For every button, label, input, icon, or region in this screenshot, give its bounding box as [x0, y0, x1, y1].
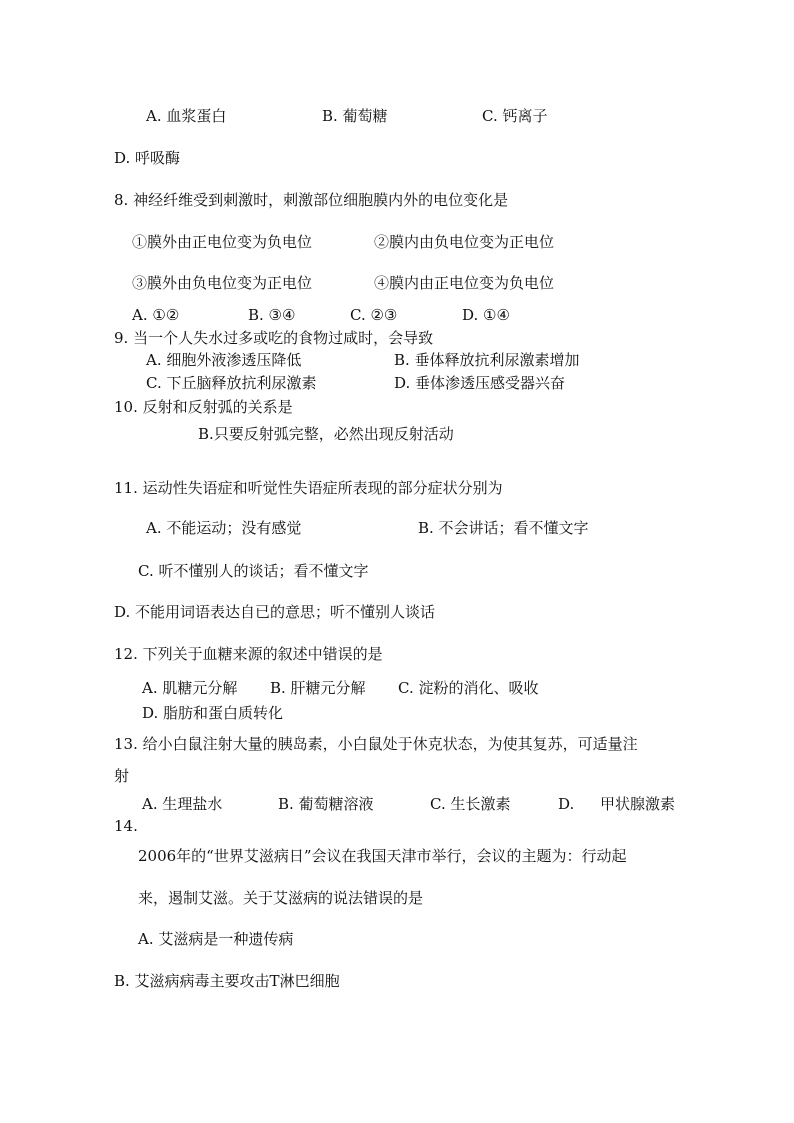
q8-option-a: A. ①②	[132, 306, 180, 324]
q10-option-b: B.只要反射弧完整，必然出现反射活动	[198, 425, 454, 443]
q14-stem-line-1: 2006年的“世界艾滋病日”会议在我国天津市举行，会议的主题为：行动起	[138, 847, 627, 865]
q11-option-d: D. 不能用词语表达自已的意思；听不懂别人谈话	[114, 603, 436, 621]
q7-option-a: A. 血浆蛋白	[146, 107, 227, 125]
q8-option-b: B. ③④	[248, 306, 296, 324]
q8-option-d: D. ①④	[462, 306, 510, 324]
q11-stem: 11. 运动性失语症和听觉性失语症所表现的部分症状分别为	[114, 479, 503, 497]
q13-option-c: C. 生长激素	[430, 795, 511, 813]
q11-option-b: B. 不会讲话；看不懂文字	[418, 519, 589, 537]
q13-option-b: B. 葡萄糖溶液	[278, 795, 374, 813]
q9-stem: 9. 当一个人失水过多或吃的食物过咸时，会导致	[114, 329, 434, 347]
q8-statement-3: ③膜外由负电位变为正电位	[132, 274, 313, 292]
q12-option-d: D. 脂肪和蛋白质转化	[142, 704, 284, 722]
q9-option-d: D. 垂体渗透压感受器兴奋	[394, 374, 566, 392]
q7-option-c: C. 钙离子	[482, 107, 548, 125]
q12-option-b: B. 肝糖元分解	[270, 679, 366, 697]
q8-statement-4: ④膜内由正电位变为负电位	[374, 274, 555, 292]
q9-option-c: C. 下丘脑释放抗利尿激素	[146, 374, 317, 392]
q14-number: 14.	[114, 817, 138, 835]
q12-option-a: A. 肌糖元分解	[142, 679, 238, 697]
q11-option-c: C. 听不懂别人的谈话；看不懂文字	[138, 562, 369, 580]
q12-stem: 12. 下列关于血糖来源的叙述中错误的是	[114, 645, 383, 663]
q13-option-d-label: D.	[558, 795, 575, 813]
q7-option-b: B. 葡萄糖	[322, 107, 388, 125]
q9-option-b: B. 垂体释放抗利尿激素增加	[394, 351, 580, 369]
q10-stem: 10. 反射和反射弧的关系是	[114, 398, 293, 416]
q13-stem-line-1: 13. 给小白鼠注射大量的胰岛素，小白鼠处于休克状态，为使其复苏，可适量注	[114, 735, 638, 753]
q14-option-b: B. 艾滋病病毒主要攻击T淋巴细胞	[114, 972, 340, 990]
q8-statement-2: ②膜内由负电位变为正电位	[374, 233, 555, 251]
q11-option-a: A. 不能运动；没有感觉	[146, 519, 302, 537]
q8-stem: 8. 神经纤维受到刺激时，刺激部位细胞膜内外的电位变化是	[114, 191, 509, 209]
q8-statement-1: ①膜外由正电位变为负电位	[132, 233, 313, 251]
q13-option-a: A. 生理盐水	[142, 795, 223, 813]
q12-option-c: C. 淀粉的消化、吸收	[398, 679, 539, 697]
q14-stem-line-2: 来，遏制艾滋。关于艾滋病的说法错误的是	[138, 889, 424, 907]
q8-option-c: C. ②③	[350, 306, 398, 324]
q13-stem-line-2: 射	[114, 767, 130, 785]
q14-option-a: A. 艾滋病是一种遗传病	[138, 930, 294, 948]
q13-option-d-text: 甲状腺激素	[600, 795, 676, 813]
q9-option-a: A. 细胞外液渗透压降低	[146, 351, 302, 369]
q7-option-d: D. 呼吸酶	[114, 149, 181, 167]
